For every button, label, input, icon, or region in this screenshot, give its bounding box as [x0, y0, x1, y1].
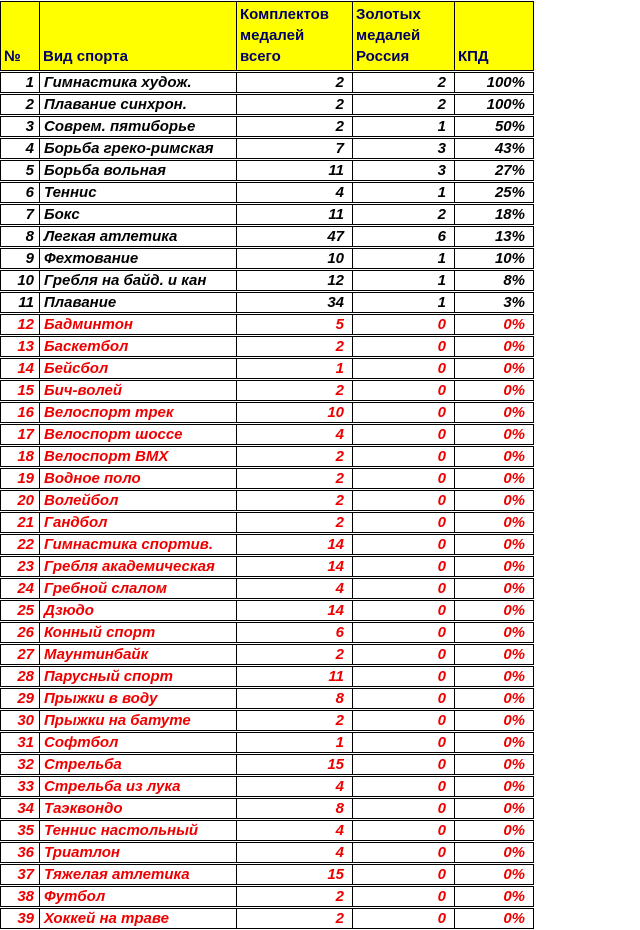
cell-number[interactable]: 16	[0, 402, 40, 423]
cell-gold-russia[interactable]: 6	[353, 226, 455, 247]
cell-kpd[interactable]: 0%	[455, 798, 534, 819]
cell-kpd[interactable]: 0%	[455, 490, 534, 511]
cell-number[interactable]: 38	[0, 886, 40, 907]
cell-gold-russia[interactable]: 0	[353, 600, 455, 621]
cell-total-medals[interactable]: 8	[237, 798, 353, 819]
table-row	[0, 380, 534, 401]
cell-kpd[interactable]: 0%	[455, 754, 534, 775]
cell-total-medals[interactable]: 4	[237, 842, 353, 863]
cell-kpd[interactable]: 0%	[455, 710, 534, 731]
cell-total-medals[interactable]: 2	[237, 336, 353, 357]
cell-gold-russia[interactable]: 1	[353, 270, 455, 291]
cell-sport[interactable]: Бич-волей	[40, 380, 237, 401]
cell-sport[interactable]: Дзюдо	[40, 600, 237, 621]
cell-sport[interactable]: Прыжки в воду	[40, 688, 237, 709]
cell-total-medals[interactable]: 11	[237, 204, 353, 225]
cell-number[interactable]: 34	[0, 798, 40, 819]
cell-kpd[interactable]: 13%	[455, 226, 534, 247]
table-row	[0, 864, 534, 885]
cell-total-medals[interactable]: 2	[237, 94, 353, 115]
cell-kpd[interactable]: 0%	[455, 908, 534, 929]
cell-number[interactable]: 24	[0, 578, 40, 599]
table-row	[0, 776, 534, 797]
cell-number[interactable]: 5	[0, 160, 40, 181]
cell-number[interactable]: 32	[0, 754, 40, 775]
cell-total-medals[interactable]: 2	[237, 490, 353, 511]
cell-total-medals[interactable]: 15	[237, 864, 353, 885]
table-row	[0, 270, 534, 291]
cell-kpd[interactable]: 100%	[455, 94, 534, 115]
cell-sport[interactable]: Бейсбол	[40, 358, 237, 379]
cell-gold-russia[interactable]: 0	[353, 380, 455, 401]
cell-kpd[interactable]: 0%	[455, 842, 534, 863]
cell-number[interactable]: 6	[0, 182, 40, 203]
cell-sport[interactable]: Гимнастика спортив.	[40, 534, 237, 555]
table-row	[0, 314, 534, 335]
cell-gold-russia[interactable]: 0	[353, 424, 455, 445]
cell-kpd[interactable]: 0%	[455, 380, 534, 401]
cell-gold-russia[interactable]: 0	[353, 402, 455, 423]
table-row	[0, 688, 534, 709]
cell-sport[interactable]: Тяжелая атлетика	[40, 864, 237, 885]
cell-sport[interactable]: Волейбол	[40, 490, 237, 511]
cell-number[interactable]: 33	[0, 776, 40, 797]
cell-gold-russia[interactable]: 2	[353, 204, 455, 225]
cell-number[interactable]: 17	[0, 424, 40, 445]
cell-total-medals[interactable]: 8	[237, 688, 353, 709]
cell-total-medals[interactable]: 6	[237, 622, 353, 643]
cell-kpd[interactable]: 0%	[455, 864, 534, 885]
cell-total-medals[interactable]: 2	[237, 380, 353, 401]
cell-sport[interactable]: Хоккей на траве	[40, 908, 237, 929]
cell-gold-russia[interactable]: 0	[353, 688, 455, 709]
cell-kpd[interactable]: 0%	[455, 644, 534, 665]
cell-total-medals[interactable]: 4	[237, 776, 353, 797]
cell-gold-russia[interactable]: 0	[353, 336, 455, 357]
cell-sport[interactable]: Водное поло	[40, 468, 237, 489]
table-row	[0, 534, 534, 555]
cell-number[interactable]: 9	[0, 248, 40, 269]
table-row	[0, 402, 534, 423]
cell-sport[interactable]: Футбол	[40, 886, 237, 907]
cell-number[interactable]: 2	[0, 94, 40, 115]
cell-number[interactable]: 18	[0, 446, 40, 467]
cell-total-medals[interactable]: 11	[237, 666, 353, 687]
table-row	[0, 644, 534, 665]
cell-total-medals[interactable]: 15	[237, 754, 353, 775]
table-row	[0, 182, 534, 203]
cell-kpd[interactable]: 27%	[455, 160, 534, 181]
cell-number[interactable]: 23	[0, 556, 40, 577]
cell-gold-russia[interactable]: 1	[353, 116, 455, 137]
table-row	[0, 886, 534, 907]
cell-kpd[interactable]: 0%	[455, 622, 534, 643]
cell-kpd[interactable]: 0%	[455, 358, 534, 379]
cell-sport[interactable]: Гребной слалом	[40, 578, 237, 599]
cell-sport[interactable]: Плавание синхрон.	[40, 94, 237, 115]
cell-number[interactable]: 29	[0, 688, 40, 709]
cell-kpd[interactable]: 0%	[455, 446, 534, 467]
cell-total-medals[interactable]: 14	[237, 534, 353, 555]
cell-number[interactable]: 39	[0, 908, 40, 929]
cell-total-medals[interactable]: 14	[237, 556, 353, 577]
cell-gold-russia[interactable]: 0	[353, 820, 455, 841]
header-cell-number[interactable]: №	[0, 1, 40, 71]
cell-gold-russia[interactable]: 1	[353, 248, 455, 269]
cell-gold-russia[interactable]: 0	[353, 490, 455, 511]
table-row	[0, 72, 534, 93]
cell-total-medals[interactable]: 2	[237, 116, 353, 137]
cell-sport[interactable]: Теннис настольный	[40, 820, 237, 841]
cell-kpd[interactable]: 0%	[455, 820, 534, 841]
table-row	[0, 446, 534, 467]
header-cell-kpd[interactable]: КПД	[455, 1, 534, 71]
cell-sport[interactable]: Бадминтон	[40, 314, 237, 335]
cell-number[interactable]: 8	[0, 226, 40, 247]
cell-gold-russia[interactable]: 0	[353, 578, 455, 599]
cell-gold-russia[interactable]: 0	[353, 446, 455, 467]
cell-kpd[interactable]: 0%	[455, 424, 534, 445]
cell-total-medals[interactable]: 12	[237, 270, 353, 291]
table-row	[0, 292, 534, 313]
cell-total-medals[interactable]: 4	[237, 820, 353, 841]
cell-gold-russia[interactable]: 0	[353, 710, 455, 731]
cell-total-medals[interactable]: 2	[237, 710, 353, 731]
cell-kpd[interactable]: 8%	[455, 270, 534, 291]
cell-number[interactable]: 25	[0, 600, 40, 621]
cell-number[interactable]: 3	[0, 116, 40, 137]
cell-number[interactable]: 26	[0, 622, 40, 643]
table-row	[0, 820, 534, 841]
table-row	[0, 578, 534, 599]
cell-sport[interactable]: Велоспорт ВМХ	[40, 446, 237, 467]
cell-number[interactable]: 36	[0, 842, 40, 863]
table-row	[0, 798, 534, 819]
cell-kpd[interactable]: 0%	[455, 688, 534, 709]
cell-number[interactable]: 13	[0, 336, 40, 357]
cell-total-medals[interactable]: 11	[237, 160, 353, 181]
header-row	[0, 1, 534, 71]
cell-sport[interactable]: Парусный спорт	[40, 666, 237, 687]
cell-sport[interactable]: Плавание	[40, 292, 237, 313]
cell-gold-russia[interactable]: 0	[353, 622, 455, 643]
table-row	[0, 754, 534, 775]
cell-gold-russia[interactable]: 0	[353, 798, 455, 819]
cell-gold-russia[interactable]: 0	[353, 776, 455, 797]
table-row	[0, 468, 534, 489]
cell-total-medals[interactable]: 2	[237, 72, 353, 93]
cell-total-medals[interactable]: 2	[237, 468, 353, 489]
cell-kpd[interactable]: 0%	[455, 776, 534, 797]
table-row	[0, 424, 534, 445]
cell-kpd[interactable]: 10%	[455, 248, 534, 269]
table-row	[0, 160, 534, 181]
cell-number[interactable]: 14	[0, 358, 40, 379]
cell-gold-russia[interactable]: 3	[353, 138, 455, 159]
table-row	[0, 666, 534, 687]
cell-kpd[interactable]: 0%	[455, 666, 534, 687]
cell-total-medals[interactable]: 34	[237, 292, 353, 313]
cell-kpd[interactable]: 0%	[455, 732, 534, 753]
cell-sport[interactable]: Фехтование	[40, 248, 237, 269]
cell-gold-russia[interactable]: 0	[353, 754, 455, 775]
cell-number[interactable]: 31	[0, 732, 40, 753]
cell-total-medals[interactable]: 2	[237, 644, 353, 665]
table-row	[0, 138, 534, 159]
cell-number[interactable]: 11	[0, 292, 40, 313]
table-row	[0, 908, 534, 929]
table-row	[0, 336, 534, 357]
cell-kpd[interactable]: 50%	[455, 116, 534, 137]
table-row	[0, 732, 534, 753]
table-row	[0, 710, 534, 731]
cell-total-medals[interactable]: 14	[237, 600, 353, 621]
cell-gold-russia[interactable]: 2	[353, 72, 455, 93]
cell-gold-russia[interactable]: 0	[353, 908, 455, 929]
cell-total-medals[interactable]: 1	[237, 358, 353, 379]
cell-sport[interactable]: Теннис	[40, 182, 237, 203]
cell-sport[interactable]: Гребля на байд. и кан	[40, 270, 237, 291]
cell-sport[interactable]: Баскетбол	[40, 336, 237, 357]
cell-kpd[interactable]: 0%	[455, 556, 534, 577]
cell-number[interactable]: 15	[0, 380, 40, 401]
cell-number[interactable]: 21	[0, 512, 40, 533]
cell-number[interactable]: 30	[0, 710, 40, 731]
table-row	[0, 226, 534, 247]
cell-kpd[interactable]: 0%	[455, 886, 534, 907]
table-row	[0, 600, 534, 621]
cell-total-medals[interactable]: 2	[237, 446, 353, 467]
header-cell-gold-russia[interactable]: Золотых медалей Россия	[353, 1, 455, 71]
table-row	[0, 358, 534, 379]
cell-gold-russia[interactable]: 3	[353, 160, 455, 181]
cell-sport[interactable]: Триатлон	[40, 842, 237, 863]
cell-total-medals[interactable]: 47	[237, 226, 353, 247]
cell-kpd[interactable]: 0%	[455, 578, 534, 599]
table-row	[0, 116, 534, 137]
cell-total-medals[interactable]: 2	[237, 886, 353, 907]
cell-sport[interactable]: Стрельба	[40, 754, 237, 775]
cell-kpd[interactable]: 18%	[455, 204, 534, 225]
cell-number[interactable]: 4	[0, 138, 40, 159]
cell-sport[interactable]: Бокс	[40, 204, 237, 225]
cell-sport[interactable]: Гимнастика худож.	[40, 72, 237, 93]
table-row	[0, 842, 534, 863]
cell-kpd[interactable]: 3%	[455, 292, 534, 313]
cell-gold-russia[interactable]: 1	[353, 182, 455, 203]
cell-total-medals[interactable]: 2	[237, 908, 353, 929]
cell-gold-russia[interactable]: 0	[353, 534, 455, 555]
cell-gold-russia[interactable]: 0	[353, 666, 455, 687]
cell-sport[interactable]: Борьба вольная	[40, 160, 237, 181]
cell-number[interactable]: 20	[0, 490, 40, 511]
cell-sport[interactable]: Велоспорт трек	[40, 402, 237, 423]
cell-kpd[interactable]: 0%	[455, 314, 534, 335]
table-row	[0, 556, 534, 577]
cell-number[interactable]: 22	[0, 534, 40, 555]
cell-total-medals[interactable]: 5	[237, 314, 353, 335]
cell-number[interactable]: 1	[0, 72, 40, 93]
cell-sport[interactable]: Гребля академическая	[40, 556, 237, 577]
cell-sport[interactable]: Соврем. пятиборье	[40, 116, 237, 137]
cell-total-medals[interactable]: 4	[237, 424, 353, 445]
cell-sport[interactable]: Гандбол	[40, 512, 237, 533]
cell-number[interactable]: 37	[0, 864, 40, 885]
table-row	[0, 94, 534, 115]
table-row	[0, 490, 534, 511]
cell-number[interactable]: 28	[0, 666, 40, 687]
cell-gold-russia[interactable]: 0	[353, 314, 455, 335]
cell-number[interactable]: 19	[0, 468, 40, 489]
header-cell-total-medals[interactable]: Комплектов медалей всего	[237, 1, 353, 71]
cell-sport[interactable]: Конный спорт	[40, 622, 237, 643]
table-body	[0, 72, 534, 929]
cell-gold-russia[interactable]: 0	[353, 644, 455, 665]
table-row	[0, 622, 534, 643]
cell-gold-russia[interactable]: 0	[353, 864, 455, 885]
cell-sport[interactable]: Велоспорт шоссе	[40, 424, 237, 445]
cell-sport[interactable]: Стрельба из лука	[40, 776, 237, 797]
cell-gold-russia[interactable]: 2	[353, 94, 455, 115]
cell-gold-russia[interactable]: 1	[353, 292, 455, 313]
header-cell-sport[interactable]: Вид спорта	[40, 1, 237, 71]
cell-number[interactable]: 12	[0, 314, 40, 335]
cell-gold-russia[interactable]: 0	[353, 556, 455, 577]
cell-gold-russia[interactable]: 0	[353, 842, 455, 863]
cell-kpd[interactable]: 0%	[455, 336, 534, 357]
cell-total-medals[interactable]: 10	[237, 402, 353, 423]
cell-kpd[interactable]: 43%	[455, 138, 534, 159]
cell-kpd[interactable]: 25%	[455, 182, 534, 203]
cell-kpd[interactable]: 0%	[455, 468, 534, 489]
cell-total-medals[interactable]: 4	[237, 578, 353, 599]
cell-total-medals[interactable]: 4	[237, 182, 353, 203]
cell-kpd[interactable]: 0%	[455, 600, 534, 621]
cell-kpd[interactable]: 100%	[455, 72, 534, 93]
cell-total-medals[interactable]: 1	[237, 732, 353, 753]
cell-sport[interactable]: Маунтинбайк	[40, 644, 237, 665]
table-row	[0, 248, 534, 269]
cell-sport[interactable]: Софтбол	[40, 732, 237, 753]
cell-total-medals[interactable]: 2	[237, 512, 353, 533]
cell-gold-russia[interactable]: 0	[353, 732, 455, 753]
cell-gold-russia[interactable]: 0	[353, 468, 455, 489]
cell-sport[interactable]: Легкая атлетика	[40, 226, 237, 247]
cell-kpd[interactable]: 0%	[455, 534, 534, 555]
table-row	[0, 512, 534, 533]
cell-number[interactable]: 10	[0, 270, 40, 291]
cell-sport[interactable]: Таэквондо	[40, 798, 237, 819]
cell-kpd[interactable]: 0%	[455, 512, 534, 533]
cell-total-medals[interactable]: 7	[237, 138, 353, 159]
cell-sport[interactable]: Прыжки на батуте	[40, 710, 237, 731]
cell-gold-russia[interactable]: 0	[353, 358, 455, 379]
cell-total-medals[interactable]: 10	[237, 248, 353, 269]
cell-number[interactable]: 35	[0, 820, 40, 841]
cell-gold-russia[interactable]: 0	[353, 512, 455, 533]
table-row	[0, 204, 534, 225]
cell-kpd[interactable]: 0%	[455, 402, 534, 423]
cell-sport[interactable]: Борьба греко-римская	[40, 138, 237, 159]
cell-number[interactable]: 7	[0, 204, 40, 225]
cell-number[interactable]: 27	[0, 644, 40, 665]
cell-gold-russia[interactable]: 0	[353, 886, 455, 907]
